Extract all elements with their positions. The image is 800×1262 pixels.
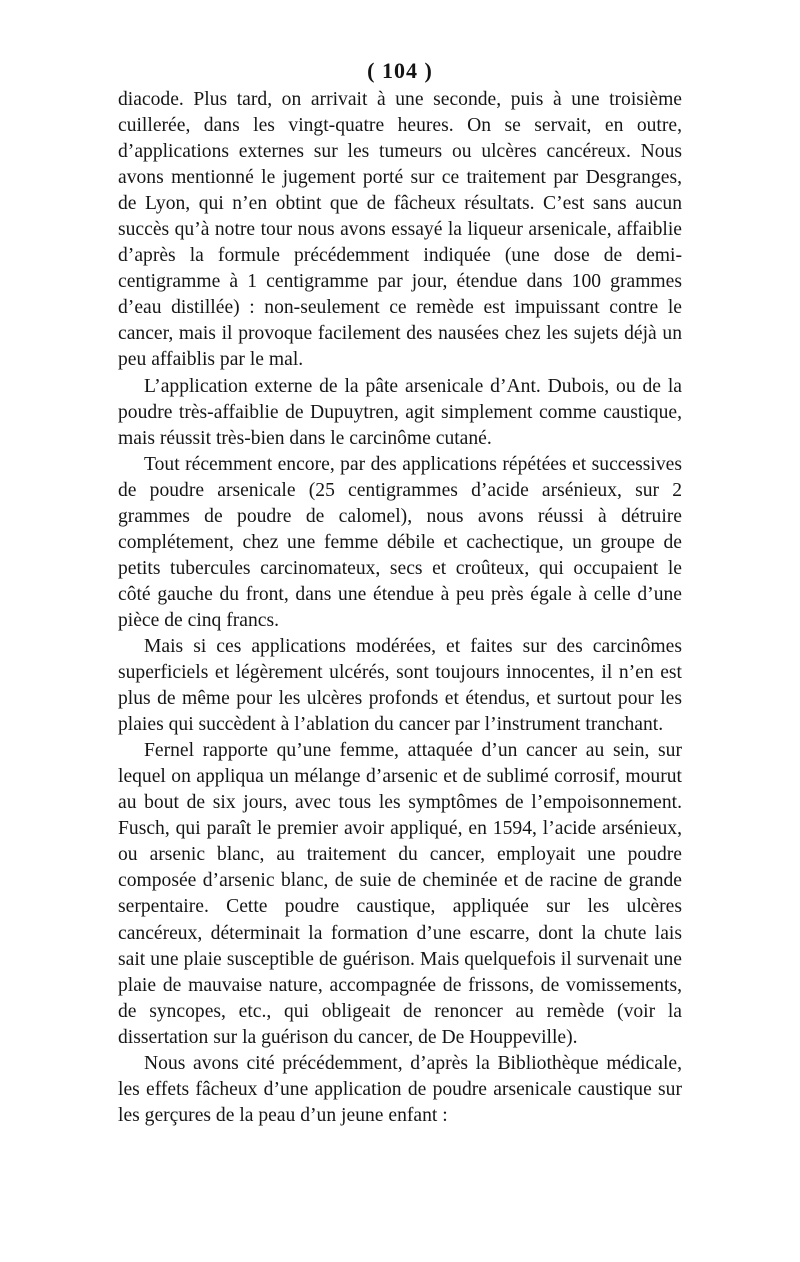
- paragraph-6: Nous avons cité précédemment, d’après la Bibliothèque médicale, les effets fâcheux d’une application de poudre arsenicale caustique sur les gerçures de la peau d’un jeune enfant :: [118, 1052, 682, 1126]
- paragraph-3: Tout récemment encore, par des applications répétées et successives de poudre arsenicale (25 centigrammes d’acide arsénieux, sur 2 grammes de poudre de calomel), nous avons réussi à détruire complétement, chez une femme débile et cachectique, un groupe de petits tubercules carcinomateux, secs et croûteux, qui occupaient le côté gauche du front, dans une étendue à peu près égale à celle d’une pièce de cinq francs.: [118, 453, 682, 631]
- page-number: ( 104 ): [367, 58, 433, 83]
- paragraph-5: Fernel rapporte qu’une femme, attaquée d’un cancer au sein, sur lequel on appliqua un mélange d’arsenic et de sublimé corrosif, mourut au bout de six jours, avec tous les symptômes de l’empoisonnement. Fusch, qui paraît le premier avoir appliqué, en 1594, l’acide arsénieux, ou arsenic blanc, au traitement du cancer, employait une poudre composée d’arsenic blanc, de suie de cheminée et de racine de grande serpentaire. Cette poudre caustique, appliquée sur les ulcères cancéreux, déterminait la formation d’une escarre, dont la chute lais sait une plaie susceptible de guérison. Mais quelquefois il survenait une plaie de mauvaise nature, accompagnée de frissons, de vomissements, de syncopes, etc., qui obligeait de renoncer au remède (voir la dissertation sur la guérison du cancer, de De Houppeville).: [118, 740, 682, 1048]
- paragraph-2: L’application externe de la pâte arsenicale d’Ant. Dubois, ou de la poudre très-affaiblie de Dupuytren, agit simplement comme caustique, mais réussit très-bien dans le carcinôme cutané.: [118, 375, 682, 449]
- body-text: [118, 87, 682, 1129]
- paragraph-4: Mais si ces applications modérées, et faites sur des carcinômes superficiels et légèrement ulcérés, sont toujours innocentes, il n’en est plus de même pour les ulcères profonds et étendus, et surtout pour les plaies qui succèdent à l’ablation du cancer par l’instrument tranchant.: [118, 635, 682, 736]
- paragraph-1: diacode. Plus tard, on arrivait à une seconde, puis à une troisième cuillerée, dans les vingt-quatre heures. On se servait, en outre, d’applications externes sur les tumeurs ou ulcères cancéreux. Nous avons mentionné le jugement porté sur ce traitement par Desgranges, de Lyon, qui n’en obtint que de fâcheux résultats. C’est sans aucun succès qu’à notre tour nous avons essayé la liqueur arsenicale, affaiblie d’après la formule précédemment indiquée (une dose de demi-centigramme à 1 centigramme par jour, étendue dans 100 grammes d’eau distillée) : non-seulement ce remède est impuissant contre le cancer, mais il provoque facilement des nausées chez les sujets déjà un peu affaiblis par le mal.: [118, 89, 682, 371]
